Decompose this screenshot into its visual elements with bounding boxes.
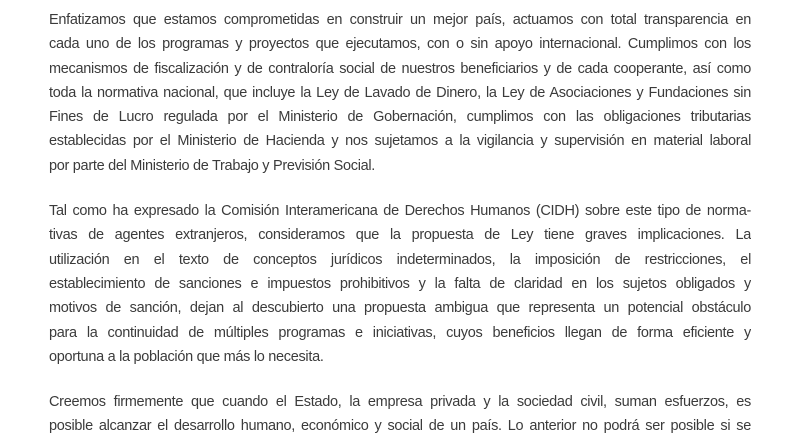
- text-line: para la continuidad de múltiples programas e iniciativas, cuyos beneficios llegan de forma eficiente y: [49, 324, 751, 341]
- paragraph-belief: [49, 390, 751, 439]
- text-line: tivas de agentes extranjeros, consideramos que la propuesta de Ley tiene graves implicaciones. La: [49, 227, 751, 244]
- text-line: cada uno de los programas y proyectos que ejecutamos, con o sin apoyo internacional. Cumplimos con los: [49, 36, 751, 53]
- text-line: Fines de Lucro regulada por el Ministerio de Gobernación, cumplimos con las obligaciones tributarias: [49, 109, 751, 126]
- text-line: oportuna a la población que más lo necesita.: [49, 348, 324, 365]
- text-line: establecidas por el Ministerio de Hacienda y nos sujetamos a la vigilancia y supervisión en material laboral: [49, 133, 751, 150]
- text-line: Creemos firmemente que cuando el Estado, la empresa privada y la sociedad civil, suman esfuerzos, es: [49, 394, 751, 411]
- paragraph-cidh-concerns: [49, 199, 751, 369]
- text-line: utilización en el texto de conceptos jurídicos indeterminados, la imposición de restricciones, el: [49, 251, 751, 268]
- text-line: por parte del Ministerio de Trabajo y Previsión Social.: [49, 157, 376, 174]
- paragraph-commitment: [49, 8, 751, 178]
- text-line: toda la normativa nacional, que incluye la Ley de Lavado de Dinero, la Ley de Asociaciones y Fundaciones sin: [49, 84, 751, 101]
- text-line: motivos de sanción, dejan al descubierto una propuesta ambigua que representa un potencial obstáculo: [49, 300, 751, 317]
- text-line: posible alcanzar el desarrollo humano, económico y social de un país. Lo anterior no podrá ser posible si se: [49, 418, 751, 435]
- text-line: mecanismos de fiscalización y de contraloría social de nuestros beneficiarios y de cada cooperante, así como: [49, 60, 751, 77]
- text-line: establecimiento de sanciones e impuestos prohibitivos y la falta de claridad en los sujetos obligados y: [49, 275, 751, 292]
- text-line: Tal como ha expresado la Comisión Interamericana de Derechos Humanos (CIDH) sobre este tipo de norma-: [49, 203, 751, 220]
- text-line: Enfatizamos que estamos comprometidas en construir un mejor país, actuamos con total transparencia en: [49, 12, 751, 28]
